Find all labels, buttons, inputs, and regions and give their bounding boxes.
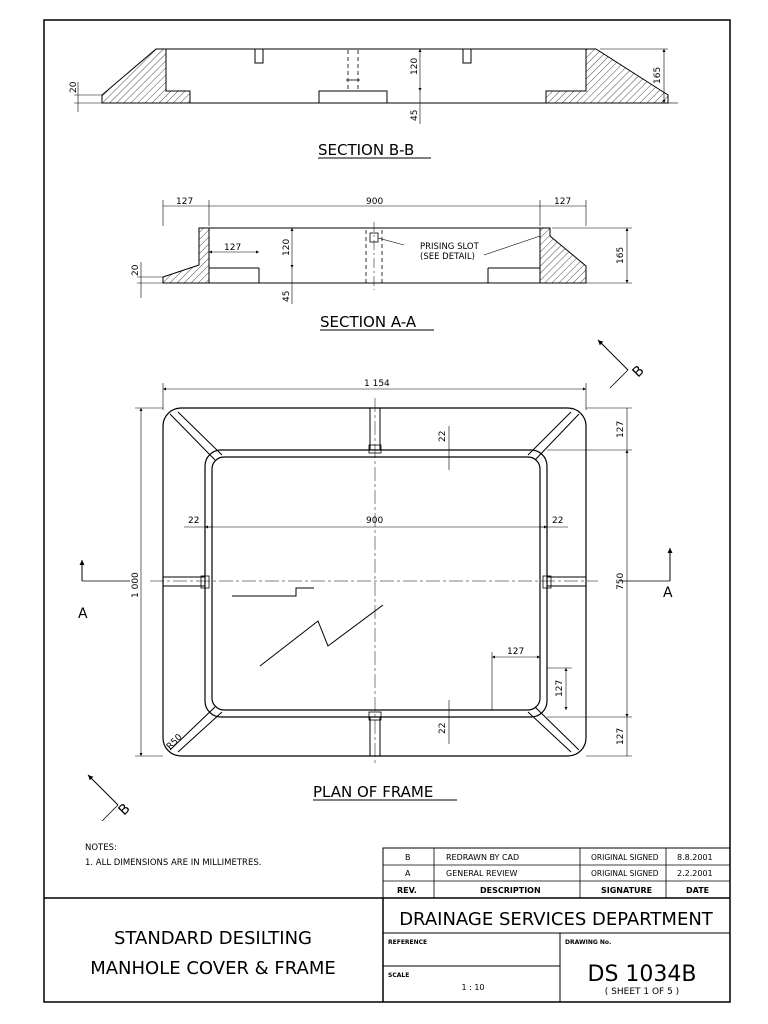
dim-plan-1000: 1 000 — [131, 572, 141, 598]
section-mark-a-right: A — [663, 585, 673, 601]
dim-aa-900: 900 — [366, 197, 384, 207]
rev-row-1-signature: ORIGINAL SIGNED — [591, 853, 659, 862]
dim-aa-20: 20 — [131, 264, 141, 276]
frame-inner-edge — [205, 450, 547, 717]
rev-header-description: DESCRIPTION — [480, 886, 541, 895]
dim-bb-45: 45 — [410, 109, 420, 121]
revision-table — [383, 848, 730, 898]
dim-plan-127-corner-v: 127 — [555, 679, 565, 697]
dim-plan-r50: R50 — [165, 732, 185, 753]
prising-slot-detail: (SEE DETAIL) — [420, 252, 475, 262]
rev-row-2-date: 2.2.2001 — [677, 869, 713, 878]
rev-row-2-rev: A — [405, 869, 411, 878]
section-bb-view — [69, 49, 678, 159]
reference-label: REFERENCE — [388, 939, 428, 946]
section-bb-title: SECTION B-B — [318, 141, 415, 159]
dim-plan-127-corner-h: 127 — [507, 647, 525, 657]
title-block — [44, 898, 730, 1002]
rev-header-signature: SIGNATURE — [601, 886, 653, 895]
dim-aa-165: 165 — [616, 246, 626, 264]
plan-title: PLAN OF FRAME — [313, 783, 434, 801]
dim-plan-22-bottom: 22 — [438, 722, 448, 734]
dim-plan-127-bottom: 127 — [616, 727, 626, 745]
scale-value: 1 : 10 — [461, 983, 485, 992]
rev-header-rev: REV. — [397, 886, 417, 895]
section-mark-b-bottom: B — [115, 800, 134, 819]
notes-heading: NOTES: — [85, 843, 117, 853]
notes-item-1: 1. ALL DIMENSIONS ARE IN MILLIMETRES. — [85, 858, 262, 868]
drawing-title-line-1: STANDARD DESILTING — [114, 928, 312, 949]
notes — [85, 843, 261, 868]
rev-header-date: DATE — [686, 886, 710, 895]
dim-plan-22-left: 22 — [188, 516, 200, 526]
dim-plan-900: 900 — [366, 516, 384, 526]
dim-plan-750: 750 — [616, 572, 626, 590]
section-aa-right-frame — [540, 228, 586, 283]
dim-plan-22-top: 22 — [438, 430, 448, 442]
rev-row-1-description: REDRAWN BY CAD — [446, 853, 520, 862]
section-bb-left-frame — [102, 49, 190, 103]
dim-aa-127-right: 127 — [554, 197, 572, 207]
rev-row-1-date: 8.8.2001 — [677, 853, 713, 862]
dim-bb-165: 165 — [653, 66, 663, 84]
section-mark-a-left: A — [78, 606, 88, 622]
section-aa-left-frame — [163, 228, 209, 283]
dim-aa-127-left: 127 — [176, 197, 194, 207]
section-mark-b-top: B — [629, 362, 648, 381]
section-aa-title: SECTION A-A — [320, 313, 417, 331]
rev-row-2-signature: ORIGINAL SIGNED — [591, 869, 659, 878]
dim-bb-120: 120 — [410, 57, 420, 75]
plan-view — [78, 340, 673, 821]
dim-aa-45: 45 — [282, 290, 292, 302]
drawing-no-label: DRAWING No. — [565, 939, 612, 946]
frame-outer-edge — [163, 408, 586, 756]
section-aa-view — [131, 197, 632, 331]
dim-aa-120: 120 — [282, 238, 292, 256]
dim-aa-127-inner: 127 — [224, 243, 242, 253]
dim-bb-20: 20 — [69, 81, 79, 93]
rev-row-1-rev: B — [405, 853, 411, 862]
prising-slot-label: PRISING SLOT — [420, 242, 479, 252]
drawing-title-line-2: MANHOLE COVER & FRAME — [90, 958, 336, 979]
dim-plan-22-right: 22 — [552, 516, 564, 526]
dim-plan-127-top: 127 — [616, 420, 626, 438]
rev-row-2-description: GENERAL REVIEW — [446, 869, 518, 878]
sheet-number: ( SHEET 1 OF 5 ) — [604, 987, 680, 997]
dim-plan-1154: 1 154 — [364, 379, 390, 389]
section-bb-right-frame — [546, 49, 668, 103]
drawing-number: DS 1034B — [587, 962, 697, 987]
scale-label: SCALE — [388, 972, 410, 979]
department-name: DRAINAGE SERVICES DEPARTMENT — [399, 909, 713, 930]
